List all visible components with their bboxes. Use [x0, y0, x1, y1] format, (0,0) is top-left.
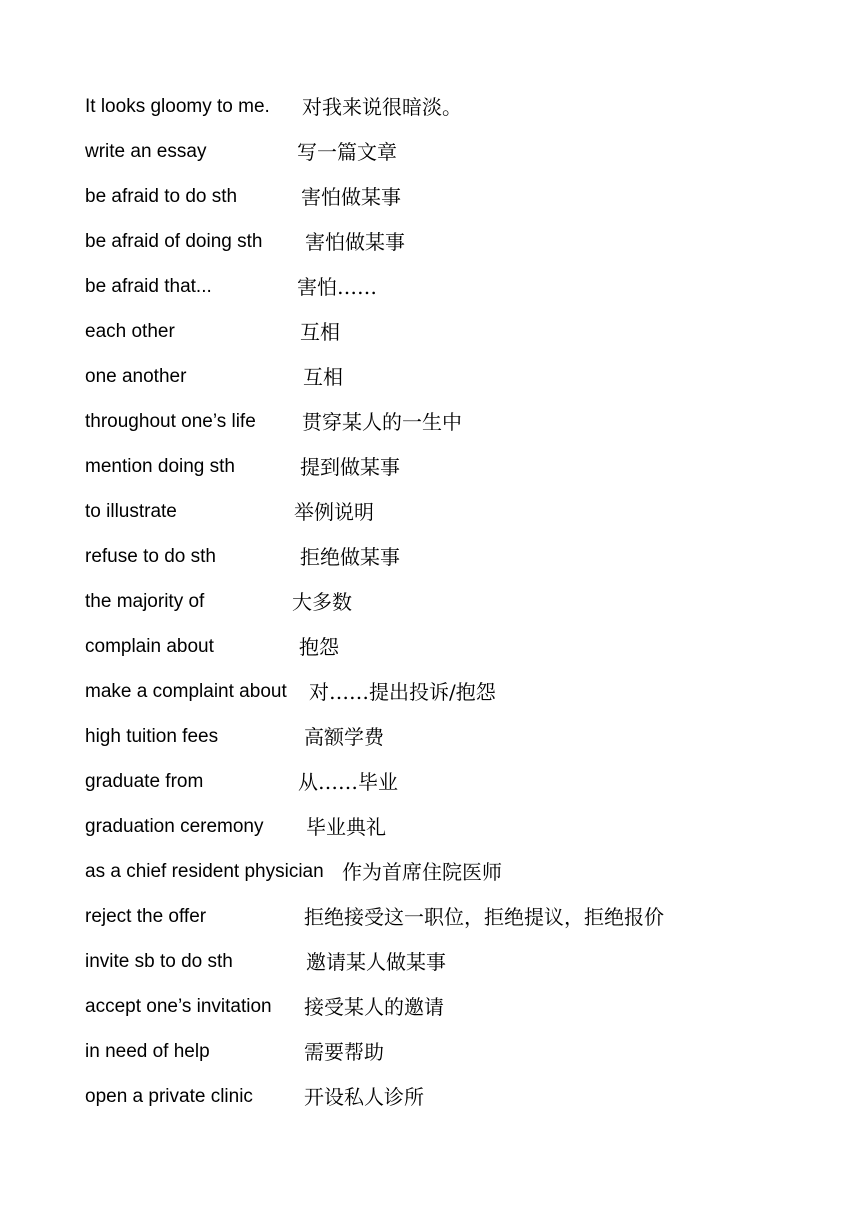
chinese-translation: 需要帮助 [304, 1040, 384, 1064]
chinese-translation: 拒绝接受这一职位，拒绝提议，拒绝报价 [304, 905, 664, 929]
vocabulary-list [85, 92, 805, 1127]
list-item [85, 497, 805, 542]
chinese-translation: 开设私人诊所 [304, 1085, 424, 1109]
list-item [85, 677, 805, 722]
chinese-translation: 对……提出投诉/抱怨 [309, 680, 496, 704]
english-phrase: high tuition fees [85, 726, 219, 747]
chinese-translation: 举例说明 [294, 500, 374, 524]
list-item [85, 227, 805, 272]
chinese-translation: 邀请某人做某事 [306, 950, 446, 974]
english-phrase: graduation ceremony [85, 816, 264, 837]
list-item [85, 92, 805, 137]
list-item [85, 317, 805, 362]
list-item [85, 407, 805, 452]
list-item [85, 587, 805, 632]
english-phrase: complain about [85, 636, 214, 657]
chinese-translation: 大多数 [292, 590, 352, 614]
list-item [85, 1082, 805, 1127]
list-item [85, 812, 805, 857]
english-phrase: open a private clinic [85, 1086, 253, 1107]
list-item [85, 767, 805, 812]
chinese-translation: 写一篇文章 [297, 140, 397, 164]
chinese-translation: 互相 [300, 320, 340, 344]
list-item [85, 362, 805, 407]
chinese-translation: 抱怨 [299, 635, 339, 659]
chinese-translation: 拒绝做某事 [300, 545, 400, 569]
list-item [85, 632, 805, 677]
chinese-translation: 接受某人的邀请 [304, 995, 444, 1019]
list-item [85, 857, 805, 902]
english-phrase: refuse to do sth [85, 546, 216, 567]
list-item [85, 1037, 805, 1082]
list-item [85, 182, 805, 227]
english-phrase: write an essay [85, 141, 207, 162]
english-phrase: be afraid to do sth [85, 186, 238, 207]
english-phrase: invite sb to do sth [85, 951, 233, 972]
english-phrase: the majority of [85, 591, 205, 612]
english-phrase: mention doing sth [85, 456, 235, 477]
list-item [85, 722, 805, 767]
english-phrase: make a complaint about [85, 681, 287, 702]
english-phrase: be afraid of doing sth [85, 231, 263, 252]
list-item [85, 947, 805, 992]
list-item [85, 272, 805, 317]
english-phrase: to illustrate [85, 501, 177, 522]
chinese-translation: 对我来说很暗淡。 [302, 95, 462, 119]
english-phrase: in need of help [85, 1041, 210, 1062]
chinese-translation: 作为首席住院医师 [342, 860, 502, 884]
chinese-translation: 互相 [303, 365, 343, 389]
english-phrase: each other [85, 321, 175, 342]
english-phrase: graduate from [85, 771, 204, 792]
chinese-translation: 高额学费 [304, 725, 384, 749]
english-phrase: accept one’s invitation [85, 996, 272, 1017]
english-phrase: throughout one’s life [85, 411, 256, 432]
english-phrase: reject the offer [85, 906, 207, 927]
list-item [85, 137, 805, 182]
chinese-translation: 毕业典礼 [306, 815, 386, 839]
chinese-translation: 害怕做某事 [305, 230, 405, 254]
english-phrase: It looks gloomy to me. [85, 96, 270, 117]
english-phrase: one another [85, 366, 187, 387]
chinese-translation: 提到做某事 [300, 455, 400, 479]
chinese-translation: 贯穿某人的一生中 [302, 410, 462, 434]
chinese-translation: 害怕…… [297, 275, 377, 299]
chinese-translation: 害怕做某事 [301, 185, 401, 209]
english-phrase: be afraid that... [85, 276, 212, 297]
list-item [85, 452, 805, 497]
chinese-translation: 从……毕业 [298, 770, 398, 794]
list-item [85, 992, 805, 1037]
list-item [85, 542, 805, 587]
english-phrase: as a chief resident physician [85, 861, 324, 882]
list-item [85, 902, 805, 947]
